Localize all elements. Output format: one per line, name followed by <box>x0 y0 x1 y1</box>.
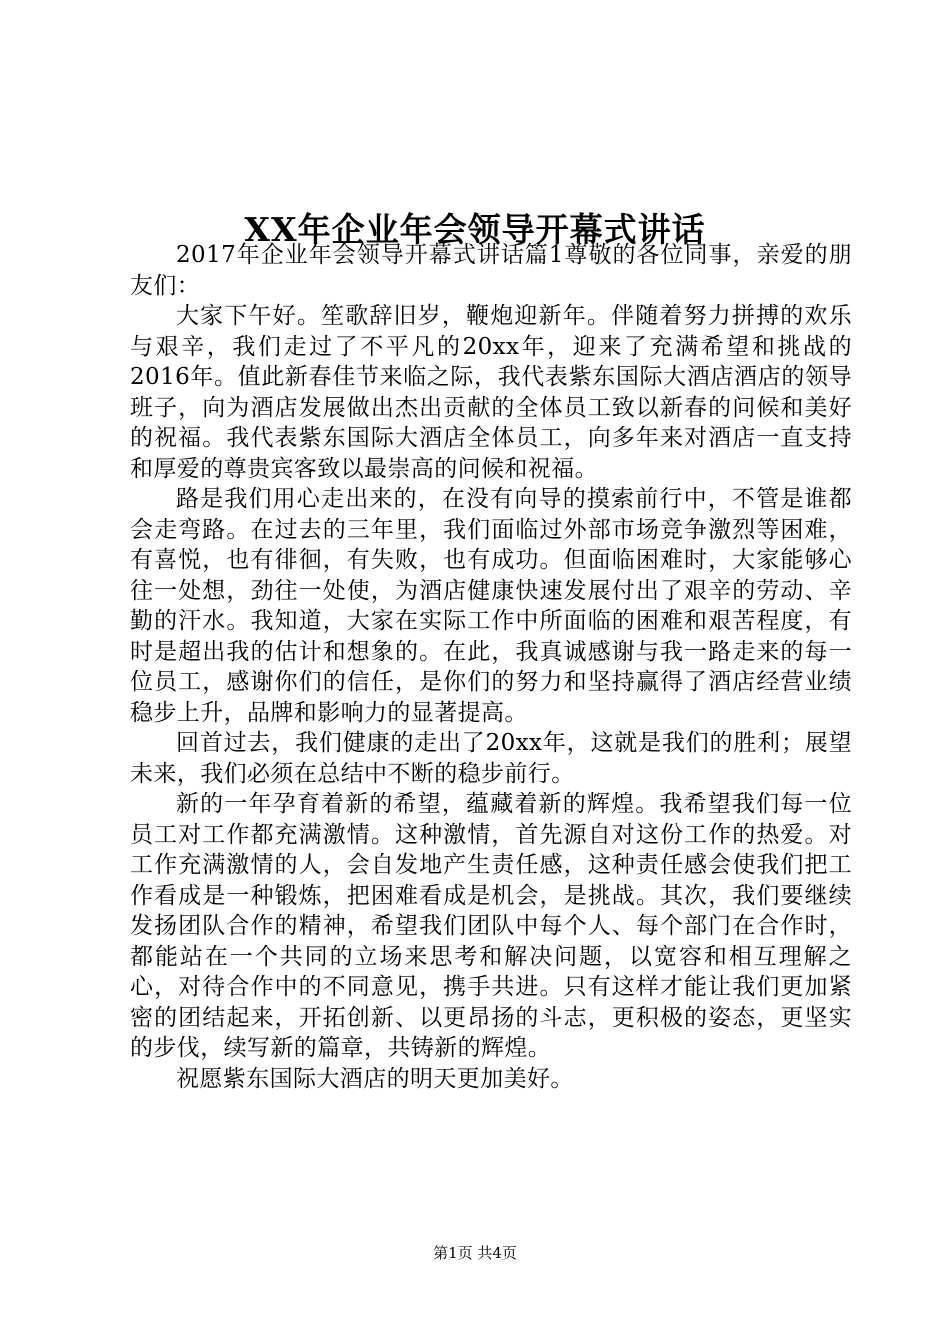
paragraph-past-years: 路是我们用心走出来的，在没有向导的摸索前行中，不管是谁都会走弯路。在过去的三年里，我们面临过外部市场竞争激烈等困难，有喜悦，也有徘徊，有失败，也有成功。但面临困难时，大家能够心往一处想，劲往一处使，为酒店健康快速发展付出了艰辛的劳动、辛勤的汗水。我知道，大家在实际工作中所面临的困难和艰苦程度，有时是超出我的估计和想象的。在此，我真诚感谢与我一路走来的每一位员工，感谢你们的信任，是你们的努力和坚持赢得了酒店经营业绩稳步上升，品牌和影响力的显著提高。 <box>130 486 852 726</box>
paragraph-new-year-wishes: 大家下午好。笙歌辞旧岁，鞭炮迎新年。伴随着努力拼搏的欢乐与艰辛，我们走过了不平凡的20xx年，迎来了充满希望和挑战的2016年。值此新春佳节来临之际，我代表紫东国际大酒店酒店的领导班子，向为酒店发展做出杰出贡献的全体员工致以新春的问候和美好的祝福。我代表紫东国际大酒店全体员工，向多年来对酒店一直支持和厚爱的尊贵宾客致以最崇高的问候和祝福。 <box>130 303 852 482</box>
paragraph-review: 回首过去，我们健康的走出了20xx年，这就是我们的胜利；展望未来，我们必须在总结中不断的稳步前行。 <box>130 730 852 787</box>
page-number: 第1页 共4页 <box>433 1244 517 1262</box>
paragraph-new-year-hopes: 新的一年孕育着新的希望，蕴藏着新的辉煌。我希望我们每一位员工对工作都充满激情。这种激情，首先源自对这份工作的热爱。对工作充满激情的人，会自发地产生责任感，这种责任感会使我们把工作看成是一种锻炼，把困难看成是机会，是挑战。其次，我们要继续发扬团队合作的精神，希望我们团队中每个人、每个部门在合作时，都能站在一个共同的立场来思考和解决问题，以宽容和相互理解之心，对待合作中的不同意见，携手共进。只有这样才能让我们更加紧密的团结起来，开拓创新、以更昂扬的斗志，更积极的姿态，更坚实的步伐，续写新的篇章，共铸新的辉煌。 <box>130 791 852 1061</box>
paragraph-closing: 祝愿紫东国际大酒店的明天更加美好。 <box>176 1065 574 1092</box>
document-title: XX年企业年会领导开幕式讲话 <box>244 210 706 250</box>
document-body <box>130 240 852 1094</box>
paragraph-greeting: 2017年企业年会领导开幕式讲话篇1尊敬的各位同事，亲爱的朋友们： <box>130 242 852 299</box>
